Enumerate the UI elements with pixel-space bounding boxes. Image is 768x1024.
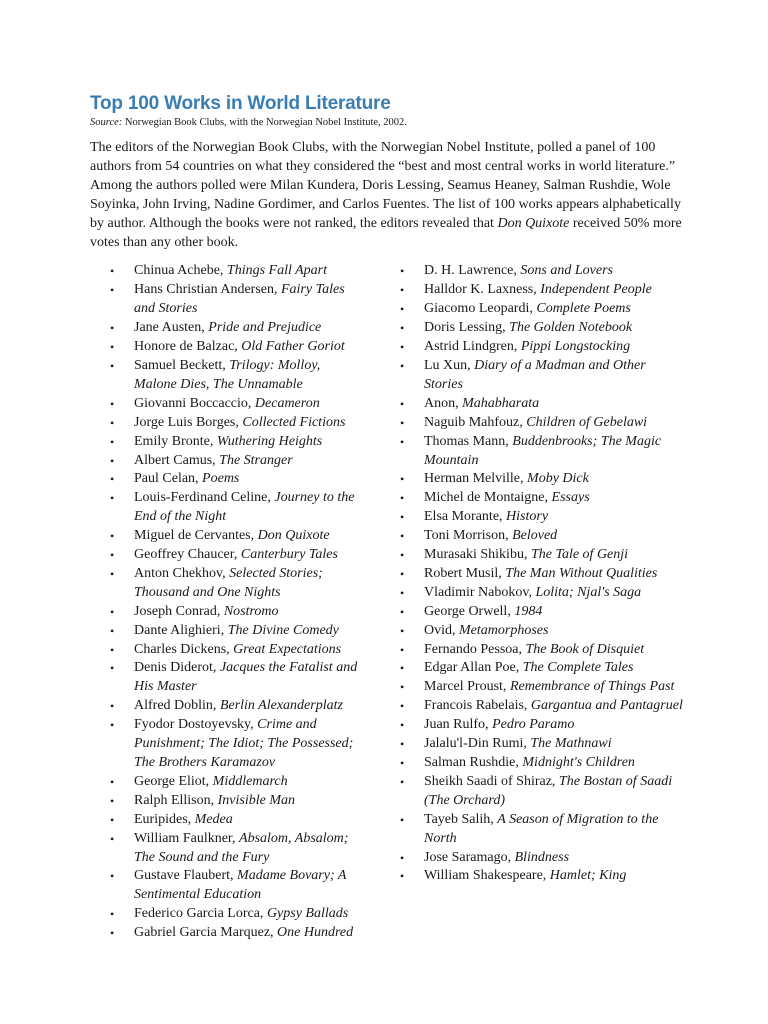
source-text: Norwegian Book Clubs, with the Norwegian Nobel Institute, 2002. (124, 117, 407, 128)
bullet-icon: • (110, 415, 115, 430)
work-title: Essays (551, 490, 590, 506)
bullet-icon: • (400, 340, 405, 355)
list-item (110, 716, 360, 773)
bullet-icon: • (110, 358, 115, 373)
list-item (110, 924, 360, 943)
work-title: A Season of Migration to the North (424, 811, 659, 846)
work-title: Madame Bovary; A Sentimental Education (134, 868, 347, 903)
author-name: Robert Musil, (424, 565, 506, 581)
list-item (400, 678, 685, 697)
work-title: Selected Stories; Thousand and One Nights (134, 565, 323, 600)
work-title: Buddenbrooks; The Magic Mountain (424, 433, 662, 468)
work-title: Independent People (540, 282, 652, 298)
work-title: Midnight's Children (522, 755, 635, 770)
work-title: Beloved (512, 528, 558, 544)
list-item (400, 546, 685, 565)
work-title: Poems (202, 471, 240, 487)
author-name: Jorge Luis Borges, (134, 414, 243, 430)
list-item (400, 811, 685, 849)
author-name: Thomas Mann, (424, 433, 513, 449)
bullet-icon: • (400, 415, 405, 430)
list-item (110, 262, 360, 281)
author-name: Michel de Montaigne, (424, 490, 552, 506)
bullet-icon: • (110, 623, 115, 638)
author-name: Marcel Proust, (424, 679, 510, 695)
bullet-icon: • (400, 510, 405, 525)
list-item (400, 849, 685, 868)
bullet-icon: • (110, 453, 115, 468)
work-title: Absalom, Absalom; The Sound and the Fury (134, 830, 349, 865)
work-title: Jacques the Fatalist and His Master (134, 660, 358, 695)
bullet-icon: • (400, 302, 405, 317)
author-name: Jose Saramago, (424, 849, 515, 865)
list-item (110, 867, 360, 905)
list-item (400, 262, 685, 281)
list-item (110, 830, 360, 868)
author-name: Chinua Achebe, (134, 263, 227, 279)
bullet-icon: • (400, 264, 405, 279)
work-title: The Complete Tales (522, 660, 634, 676)
intro-text-start: The editors of the Norwegian Book Clubs, with the Norwegian Nobel Institute, polled a panel of 100 authors from 54 countries on what they considered the “best and most central works in world literature.” Among the authors polled were Milan Kundera, Doris Lessing, Seamus Heaney, Salman Rushdie, Wole Soyinka, John Irving, Nadine Gordimer, and Carlos Fuentes. The list of 100 works appears alphabetically by author. Although the books were not ranked, the editors revealed that (90, 140, 681, 231)
author-name: Vladimir Nabokov, (424, 584, 536, 600)
list-item (400, 754, 685, 773)
author-name: George Orwell, (424, 603, 515, 619)
bullet-icon: • (400, 812, 405, 827)
bullet-icon: • (400, 472, 405, 487)
author-name: Herman Melville, (424, 471, 528, 487)
author-name: Gabriel Garcia Marquez, (134, 925, 278, 941)
list-item (110, 319, 360, 338)
work-title: Blindness (514, 849, 570, 865)
bullet-icon: • (110, 642, 115, 657)
bullet-icon: • (110, 548, 115, 563)
list-item (110, 811, 360, 830)
author-name: Halldor K. Laxness, (424, 282, 541, 298)
list-item (110, 452, 360, 471)
author-name: Naguib Mahfouz, (424, 414, 527, 430)
work-title: Invisible Man (217, 792, 295, 808)
author-name: Fernando Pessoa, (424, 641, 526, 657)
list-item (110, 622, 360, 641)
author-name: Tayeb Salih, (424, 811, 498, 827)
author-name: Charles Dickens, (134, 641, 234, 657)
bullet-icon: • (400, 434, 405, 449)
work-title: Middlemarch (212, 773, 288, 789)
author-name: Giovanni Boccaccio, (134, 395, 255, 411)
list-item (110, 773, 360, 792)
bullet-icon: • (110, 472, 115, 487)
list-item (110, 470, 360, 489)
bullet-icon: • (400, 548, 405, 563)
bullet-icon: • (400, 529, 405, 544)
author-name: Salman Rushdie, (424, 755, 523, 770)
list-item (400, 433, 685, 471)
author-name: Elsa Morante, (424, 509, 507, 525)
author-name: Anon, (424, 395, 463, 411)
list-item (110, 433, 360, 452)
list-item (110, 641, 360, 660)
list-item (400, 603, 685, 622)
bullet-icon: • (400, 850, 405, 865)
author-name: Anton Chekhov, (134, 565, 230, 581)
work-title: Decameron (254, 395, 320, 411)
work-title: Gargantua and Pantagruel (530, 698, 683, 714)
author-name: Federico Garcia Lorca, (134, 906, 267, 922)
list-item (400, 489, 685, 508)
author-name: Joseph Conrad, (134, 603, 224, 619)
author-name: Juan Rulfo, (424, 717, 493, 733)
list-item (110, 659, 360, 697)
work-title: Complete Poems (536, 301, 631, 317)
work-title: 1984 (514, 603, 543, 619)
author-name: Fyodor Dostoyevsky, (134, 717, 258, 733)
list-item (110, 905, 360, 924)
work-title: Canterbury Tales (240, 547, 338, 563)
author-name: William Shakespeare, (424, 868, 550, 884)
work-title: Moby Dick (527, 471, 589, 487)
author-name: Gustave Flaubert, (134, 868, 238, 884)
work-title: The Bostan of Saadi (The Orchard) (424, 773, 673, 808)
work-title: Crime and Punishment; The Idiot; The Possessed; The Brothers Karamazov (134, 717, 354, 770)
list-item (110, 395, 360, 414)
author-name: Sheikh Saadi of Shiraz, (424, 773, 559, 789)
author-name: Paul Celan, (134, 471, 203, 487)
author-name: Honore de Balzac, (134, 339, 242, 355)
document-page (90, 92, 683, 941)
bullet-icon: • (400, 585, 405, 600)
author-name: Geoffrey Chaucer, (134, 547, 241, 563)
work-title: Pedro Paramo (492, 717, 575, 733)
list-item (110, 527, 360, 546)
work-title: Children of Gebelawi (526, 414, 648, 430)
bullet-icon: • (400, 661, 405, 676)
author-name: Louis-Ferdinand Celine, (134, 490, 275, 506)
work-title: History (506, 509, 549, 525)
work-title: The Golden Notebook (509, 320, 633, 336)
source-line (90, 116, 682, 130)
author-name: Albert Camus, (134, 452, 220, 468)
list-item (400, 716, 685, 735)
bullet-icon: • (400, 396, 405, 411)
author-name: Jalalu'l-Din Rumi, (424, 736, 531, 752)
work-title: Old Father Goriot (241, 339, 345, 355)
work-title: Great Expectations (233, 641, 342, 657)
list-item (400, 300, 685, 319)
work-title: Lolita; Njal's Saga (535, 584, 642, 600)
bullet-icon: • (110, 869, 115, 884)
list-item (110, 357, 360, 395)
bullet-icon: • (400, 283, 405, 298)
bullet-icon: • (400, 756, 405, 770)
bullet-icon: • (110, 321, 115, 336)
bullet-icon: • (110, 699, 115, 714)
author-name: Alfred Doblin, (134, 698, 220, 714)
bullet-icon: • (110, 491, 115, 506)
list-item (400, 773, 685, 811)
work-title: One Hundred (277, 925, 354, 941)
work-title: Things Fall Apart (226, 263, 328, 279)
bullet-icon: • (110, 604, 115, 619)
bullet-icon: • (400, 566, 405, 581)
list-item (400, 357, 685, 395)
work-title: Collected Fictions (242, 414, 346, 430)
list-item (110, 792, 360, 811)
bullet-icon: • (110, 283, 115, 298)
work-title: Wuthering Heights (216, 433, 323, 449)
bullet-icon: • (400, 642, 405, 657)
work-title: The Mathnawi (530, 736, 612, 752)
work-title: Metamorphoses (459, 622, 549, 638)
bullet-icon: • (110, 396, 115, 411)
intro-paragraph (90, 139, 682, 252)
work-title: Hamlet; King (549, 868, 627, 884)
work-title: Gypsy Ballads (266, 906, 349, 922)
work-title: The Book of Disquiet (525, 641, 645, 657)
author-name: D. H. Lawrence, (424, 263, 521, 279)
list-item (400, 641, 685, 660)
work-title: Pride and Prejudice (208, 320, 322, 336)
work-title: Pippi Longstocking (520, 339, 631, 355)
work-title: Trilogy: Molloy, Malone Dies, The Unnamable (134, 357, 321, 392)
list-item (400, 281, 685, 300)
bullet-icon: • (110, 812, 115, 827)
work-title: The Divine Comedy (227, 622, 339, 638)
bullet-icon: • (110, 434, 115, 449)
work-title: Fairy Tales and Stories (134, 282, 345, 317)
bullet-icon: • (400, 774, 405, 789)
bullet-icon: • (400, 321, 405, 336)
list-item (400, 697, 685, 716)
bullet-icon: • (400, 604, 405, 619)
list-item (400, 659, 685, 678)
author-name: Francois Rabelais, (424, 698, 531, 714)
list-item (110, 489, 360, 527)
list-item (400, 527, 685, 546)
list-item (400, 338, 685, 357)
bullet-icon: • (110, 529, 115, 544)
bullet-icon: • (110, 831, 115, 846)
bullet-icon: • (110, 793, 115, 808)
book-list-left (110, 262, 360, 943)
work-title: The Man Without Qualities (505, 565, 658, 581)
author-name: Dante Alighieri, (134, 622, 228, 638)
source-label: Source: (90, 117, 123, 128)
list-item (400, 584, 685, 603)
bullet-icon: • (110, 718, 115, 733)
list-item (400, 735, 685, 754)
list-item (400, 508, 685, 527)
author-name: Euripides, (134, 811, 195, 827)
author-name: William Faulkner, (134, 830, 240, 846)
author-name: Samuel Beckett, (134, 357, 230, 373)
intro-italic-title: Don Quixote (497, 215, 570, 231)
work-title: The Stranger (219, 452, 293, 468)
bullet-icon: • (110, 774, 115, 789)
work-title: Remembrance of Things Past (509, 679, 675, 695)
list-item (400, 319, 685, 338)
work-title: Sons and Lovers (520, 263, 613, 279)
author-name: Ralph Ellison, (134, 792, 218, 808)
author-name: Ovid, (424, 622, 459, 638)
list-item (110, 603, 360, 622)
intro-text-end: received 50% more votes than any other book. (90, 215, 682, 250)
bullet-icon: • (400, 718, 405, 733)
bullet-icon: • (400, 358, 405, 373)
author-name: Doris Lessing, (424, 320, 510, 336)
author-name: Hans Christian Andersen, (134, 282, 281, 298)
list-item (110, 338, 360, 357)
bullet-icon: • (110, 340, 115, 355)
work-title: Medea (194, 811, 233, 827)
author-name: Edgar Allan Poe, (424, 660, 523, 676)
work-title: Nostromo (223, 603, 279, 619)
list-item (110, 546, 360, 565)
author-name: Miguel de Cervantes, (134, 528, 258, 544)
work-title: Journey to the End of the Night (134, 490, 355, 525)
list-item (110, 697, 360, 716)
work-title: Diary of a Madman and Other Stories (424, 357, 646, 392)
author-name: Toni Morrison, (424, 528, 513, 544)
list-item (400, 565, 685, 584)
list-item (400, 395, 685, 414)
work-title: Don Quixote (257, 528, 330, 544)
author-name: Emily Bronte, (134, 433, 217, 449)
book-list-right (400, 262, 685, 886)
bullet-icon: • (110, 264, 115, 279)
author-name: Jane Austen, (134, 320, 209, 336)
list-item (110, 281, 360, 319)
list-item (110, 414, 360, 433)
bullet-icon: • (400, 869, 405, 884)
work-title: The Tale of Genji (530, 547, 629, 563)
author-name: Astrid Lindgren, (424, 339, 521, 355)
bullet-icon: • (400, 737, 405, 752)
list-item (400, 622, 685, 641)
author-name: Giacomo Leopardi, (424, 301, 537, 317)
document-title: Top 100 Works in World Literature (90, 93, 391, 114)
bullet-icon: • (400, 623, 405, 638)
list-item (110, 565, 360, 603)
list-item (400, 470, 685, 489)
bullet-icon: • (110, 926, 115, 941)
author-name: Murasaki Shikibu, (424, 547, 531, 563)
bullet-icon: • (110, 566, 115, 581)
work-title: Mahabharata (462, 395, 540, 411)
list-item (400, 867, 685, 886)
bullet-icon: • (110, 661, 115, 676)
bullet-icon: • (400, 680, 405, 695)
bullet-icon: • (400, 491, 405, 506)
author-name: Denis Diderot, (134, 660, 220, 676)
bullet-icon: • (110, 907, 115, 922)
work-title: Berlin Alexanderplatz (219, 698, 343, 714)
author-name: George Eliot, (134, 773, 213, 789)
author-name: Lu Xun, (424, 357, 475, 373)
list-item (400, 414, 685, 433)
bullet-icon: • (400, 699, 405, 714)
